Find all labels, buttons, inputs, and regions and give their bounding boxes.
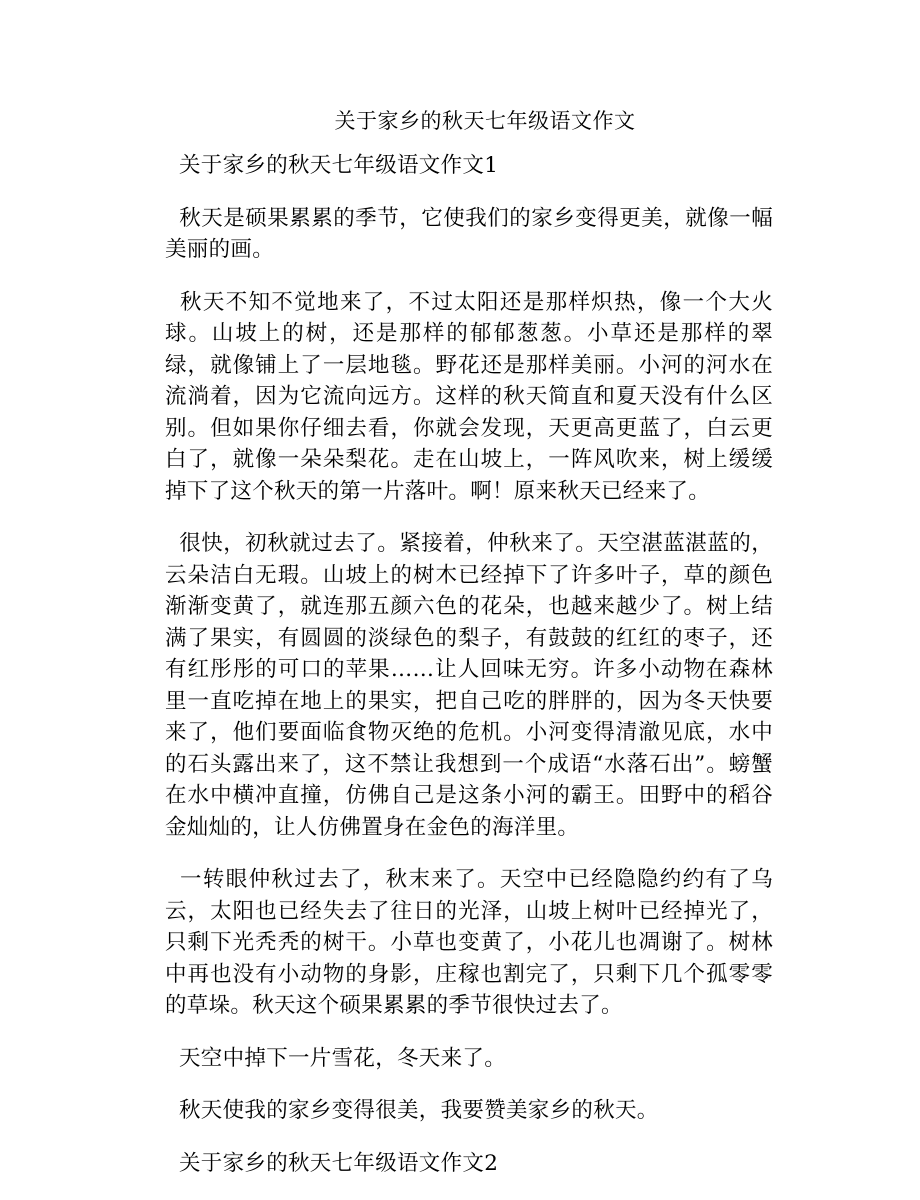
paragraph (165, 1043, 773, 1075)
essay-heading-2: 关于家乡的秋天七年级语文作文2 (179, 1150, 499, 1176)
paragraph-text: 一转眼仲秋过去了，秋末来了。天空中已经隐隐约约有了乌云，太阳也已经失去了往日的光泽，山坡上树叶已经掉光了，只剩下光秃秃的树干。小草也变黄了，小花儿也凋谢了。树林中再也没有小动物的身影，庄稼也割完了，只剩下几个孤零零的草垛。秋天这个硕果累累的季节很快过去了。 (165, 867, 773, 1018)
paragraph-text: 很快，初秋就过去了。紧接着，仲秋来了。天空湛蓝湛蓝的，云朵洁白无瑕。山坡上的树木已经掉下了许多叶子，草的颜色渐渐变黄了，就连那五颜六色的花朵，也越来越少了。树上结满了果实，有圆圆的淡绿色的梨子，有鼓鼓的红红的枣子，还有红彤彤的可口的苹果……让人回味无穷。许多小动物在森林里一直吃掉在地上的果实，把自己吃的胖胖的，因为冬天快要来了，他们要面临食物灭绝的危机。小河变得清澈见底，水中的石头露出来了，这不禁让我想到一个成语“水落石出”。螃蟹在水中横冲直撞，仿佛自己是这条小河的霸王。田野中的稻谷金灿灿的，让人仿佛置身在金色的海洋里。 (165, 531, 773, 840)
paragraph (165, 287, 773, 508)
paragraph-text: 秋天不知不觉地来了，不过太阳还是那样炽热，像一个大火球。山坡上的树，还是那样的郁郁葱葱。小草还是那样的翠绿，就像铺上了一层地毯。野花还是那样美丽。小河的河水在流淌着，因为它流向远方。这样的秋天简直和夏天没有什么区别。但如果你仔细去看，你就会发现，天更高更蓝了，白云更白了，就像一朵朵梨花。走在山坡上，一阵风吹来，树上缓缓掉下了这个秋天的第一片落叶。啊！原来秋天已经来了。 (165, 289, 773, 504)
paragraph (165, 864, 773, 1022)
paragraph-text: 秋天使我的家乡变得很美，我要赞美家乡的秋天。 (179, 1098, 659, 1123)
essay-heading-1: 关于家乡的秋天七年级语文作文1 (179, 153, 499, 178)
paragraph-text: 天空中掉下一片雪花，冬天来了。 (179, 1045, 507, 1071)
paragraph (165, 203, 773, 266)
document-body (165, 150, 773, 1200)
paragraph (165, 1095, 773, 1127)
paragraph (165, 528, 773, 843)
paragraph-text: 秋天是硕果累累的季节，它使我们的家乡变得更美，就像一幅美丽的画。 (165, 205, 773, 262)
document-title: 关于家乡的秋天七年级语文作文 (334, 109, 636, 133)
